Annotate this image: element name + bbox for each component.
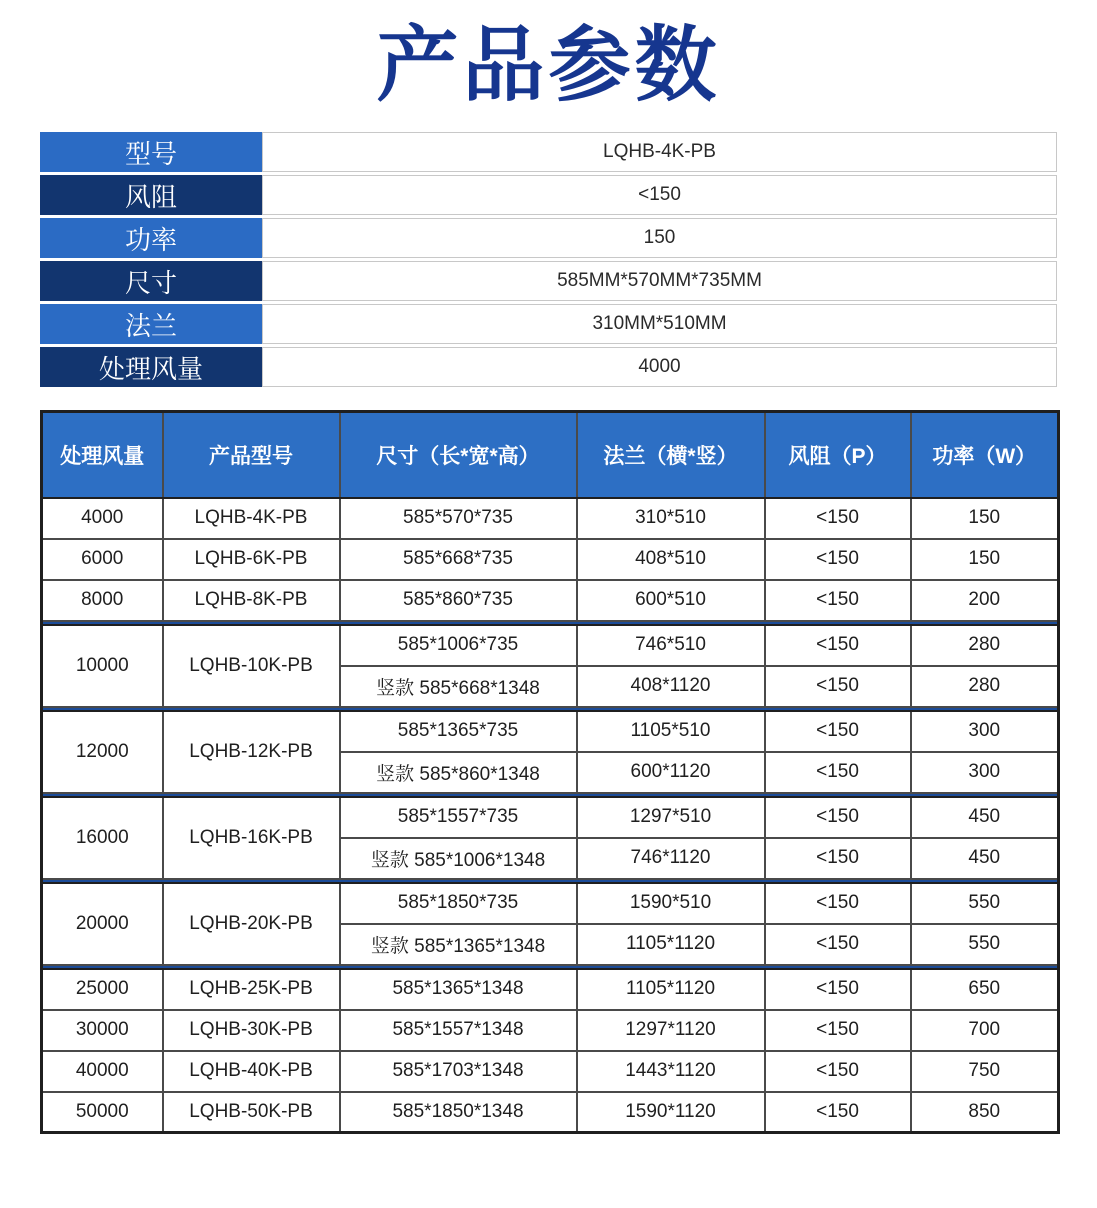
cell-flange: 1297*510 (577, 797, 765, 838)
cell-flange: 1297*1120 (577, 1010, 765, 1051)
cell-power: 280 (911, 666, 1059, 707)
spec-value: <150 (262, 175, 1057, 215)
table-row (42, 539, 1059, 580)
cell-airflow: 16000 (42, 797, 163, 879)
spec-row (40, 347, 1057, 387)
cell-dimensions: 竖款 585*860*1348 (340, 752, 577, 793)
spec-table (40, 132, 1057, 387)
spec-value: 585MM*570MM*735MM (262, 261, 1057, 301)
cell-model: LQHB-50K-PB (163, 1092, 340, 1133)
cell-model: LQHB-20K-PB (163, 883, 340, 965)
table-row (42, 580, 1059, 621)
table-row (42, 498, 1059, 539)
cell-flange: 1105*1120 (577, 924, 765, 965)
cell-power: 450 (911, 838, 1059, 879)
spec-label: 法兰 (40, 304, 262, 344)
cell-airflow: 8000 (42, 580, 163, 621)
cell-power: 850 (911, 1092, 1059, 1133)
col-header-flange: 法兰（横*竖） (577, 412, 765, 498)
cell-resistance: <150 (765, 883, 911, 924)
cell-dimensions: 竖款 585*668*1348 (340, 666, 577, 707)
cell-dimensions: 585*1850*735 (340, 883, 577, 924)
col-header-airflow: 处理风量 (42, 412, 163, 498)
cell-resistance: <150 (765, 1010, 911, 1051)
spec-label: 功率 (40, 218, 262, 258)
cell-resistance: <150 (765, 711, 911, 752)
cell-power: 300 (911, 752, 1059, 793)
cell-flange: 1590*1120 (577, 1092, 765, 1133)
cell-power: 450 (911, 797, 1059, 838)
cell-power: 550 (911, 924, 1059, 965)
table-row (42, 1010, 1059, 1051)
cell-model: LQHB-40K-PB (163, 1051, 340, 1092)
table-row (42, 1092, 1059, 1133)
page-title: 产品参数 (376, 20, 721, 111)
cell-dimensions: 585*860*735 (340, 580, 577, 621)
spec-label: 尺寸 (40, 261, 262, 301)
table-row (42, 969, 1059, 1010)
cell-model: LQHB-10K-PB (163, 625, 340, 707)
spec-row (40, 304, 1057, 344)
models-header-row (42, 412, 1059, 498)
spec-row (40, 175, 1057, 215)
cell-power: 550 (911, 883, 1059, 924)
cell-model: LQHB-4K-PB (163, 498, 340, 539)
cell-flange: 1590*510 (577, 883, 765, 924)
cell-flange: 600*1120 (577, 752, 765, 793)
cell-resistance: <150 (765, 666, 911, 707)
cell-airflow: 30000 (42, 1010, 163, 1051)
table-row (42, 883, 1059, 924)
cell-resistance: <150 (765, 752, 911, 793)
cell-dimensions: 585*1365*1348 (340, 969, 577, 1010)
spec-value: 150 (262, 218, 1057, 258)
cell-resistance: <150 (765, 1051, 911, 1092)
cell-dimensions: 585*1703*1348 (340, 1051, 577, 1092)
col-header-dimensions: 尺寸（长*宽*高） (340, 412, 577, 498)
cell-model: LQHB-6K-PB (163, 539, 340, 580)
cell-flange: 408*1120 (577, 666, 765, 707)
spec-row (40, 261, 1057, 301)
spec-label: 处理风量 (40, 347, 262, 387)
cell-resistance: <150 (765, 580, 911, 621)
cell-power: 300 (911, 711, 1059, 752)
title-section (0, 0, 1097, 118)
cell-airflow: 25000 (42, 969, 163, 1010)
col-header-resistance: 风阻（P） (765, 412, 911, 498)
col-header-model: 产品型号 (163, 412, 340, 498)
cell-flange: 746*510 (577, 625, 765, 666)
cell-airflow: 20000 (42, 883, 163, 965)
cell-dimensions: 585*668*735 (340, 539, 577, 580)
cell-power: 150 (911, 498, 1059, 539)
cell-flange: 1105*1120 (577, 969, 765, 1010)
cell-airflow: 6000 (42, 539, 163, 580)
cell-power: 650 (911, 969, 1059, 1010)
cell-power: 200 (911, 580, 1059, 621)
cell-airflow: 4000 (42, 498, 163, 539)
cell-flange: 600*510 (577, 580, 765, 621)
table-row (42, 625, 1059, 666)
cell-power: 750 (911, 1051, 1059, 1092)
cell-airflow: 50000 (42, 1092, 163, 1133)
cell-power: 700 (911, 1010, 1059, 1051)
cell-dimensions: 585*1557*1348 (340, 1010, 577, 1051)
cell-power: 150 (911, 539, 1059, 580)
col-header-power: 功率（W） (911, 412, 1059, 498)
spec-label: 型号 (40, 132, 262, 172)
cell-flange: 1105*510 (577, 711, 765, 752)
cell-model: LQHB-12K-PB (163, 711, 340, 793)
spec-value: 310MM*510MM (262, 304, 1057, 344)
cell-resistance: <150 (765, 924, 911, 965)
cell-power: 280 (911, 625, 1059, 666)
cell-resistance: <150 (765, 539, 911, 580)
cell-resistance: <150 (765, 969, 911, 1010)
table-row (42, 1051, 1059, 1092)
cell-resistance: <150 (765, 498, 911, 539)
cell-resistance: <150 (765, 1092, 911, 1133)
cell-airflow: 12000 (42, 711, 163, 793)
cell-dimensions: 竖款 585*1006*1348 (340, 838, 577, 879)
table-row (42, 797, 1059, 838)
cell-model: LQHB-25K-PB (163, 969, 340, 1010)
spec-value: LQHB-4K-PB (262, 132, 1057, 172)
spec-row (40, 218, 1057, 258)
cell-resistance: <150 (765, 625, 911, 666)
cell-dimensions: 585*1557*735 (340, 797, 577, 838)
cell-dimensions: 585*570*735 (340, 498, 577, 539)
cell-dimensions: 585*1850*1348 (340, 1092, 577, 1133)
models-table (40, 410, 1060, 1134)
cell-dimensions: 585*1365*735 (340, 711, 577, 752)
spec-value: 4000 (262, 347, 1057, 387)
spec-row (40, 132, 1057, 172)
cell-model: LQHB-16K-PB (163, 797, 340, 879)
cell-airflow: 40000 (42, 1051, 163, 1092)
cell-airflow: 10000 (42, 625, 163, 707)
spec-label: 风阻 (40, 175, 262, 215)
cell-dimensions: 585*1006*735 (340, 625, 577, 666)
cell-flange: 1443*1120 (577, 1051, 765, 1092)
table-row (42, 711, 1059, 752)
cell-model: LQHB-30K-PB (163, 1010, 340, 1051)
cell-flange: 408*510 (577, 539, 765, 580)
cell-resistance: <150 (765, 838, 911, 879)
cell-dimensions: 竖款 585*1365*1348 (340, 924, 577, 965)
cell-model: LQHB-8K-PB (163, 580, 340, 621)
cell-resistance: <150 (765, 797, 911, 838)
cell-flange: 746*1120 (577, 838, 765, 879)
cell-flange: 310*510 (577, 498, 765, 539)
